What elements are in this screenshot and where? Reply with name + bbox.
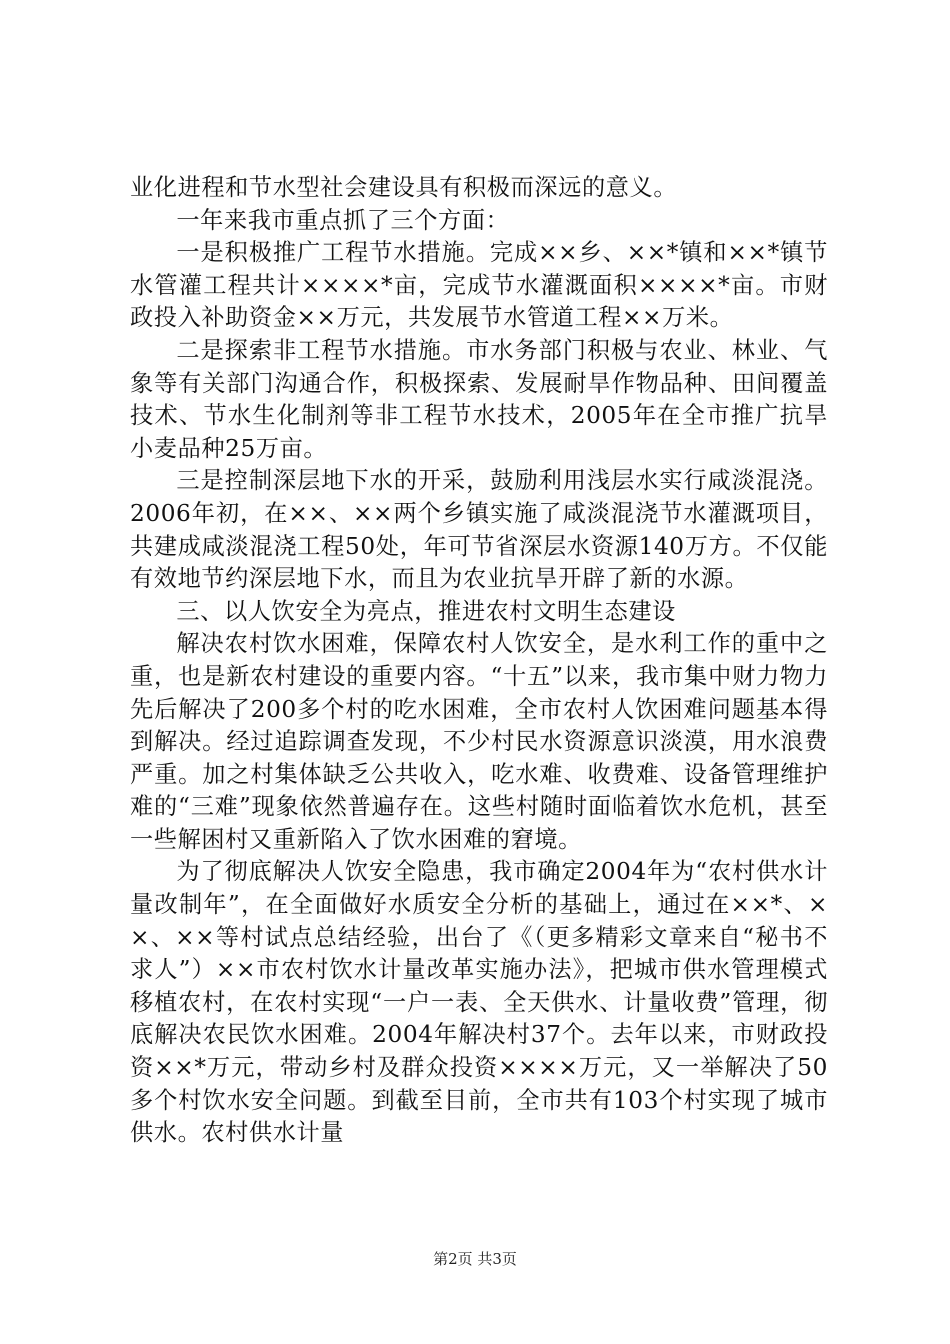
paragraph-5: 三是控制深层地下水的开采，鼓励利用浅层水实行咸淡混浇。2006年初，在××、××两个乡镇实施了咸淡混浇节水灌溉项目，共建成咸淡混浇工程50处，年可节省深层水资源140万方。不仅能有效地节约深层地下水，而且为农业抗旱开辟了新的水源。: [130, 467, 828, 593]
paragraph-1: 业化进程和节水型社会建设具有积极而深远的意义。: [130, 174, 678, 201]
page-footer: [0, 1248, 950, 1269]
paragraph-6: 解决农村饮水困难，保障农村人饮安全，是水利工作的重中之重，也是新农村建设的重要内容。“十五”以来，我市集中财力物力先后解决了200多个村的吃水困难，全市农村人饮困难问题基本得到解决。经过追踪调查发现，不少村民水资源意识淡漠，用水浪费严重。加之村集体缺乏公共收入，吃水难、收费难、设备管理维护难的“三难”现象依然普遍存在。这些村随时面临着饮水危机，甚至一些解困村又重新陷入了饮水困难的窘境。: [130, 630, 828, 853]
paragraph-3: 一是积极推广工程节水措施。完成××乡、××*镇和××*镇节水管灌工程共计××××*亩，完成节水灌溉面积××××*亩。市财政投入补助资金××万元，共发展节水管道工程××万米。: [130, 239, 828, 332]
paragraph-2: 一年来我市重点抓了三个方面：: [176, 206, 510, 234]
paragraph-4: 二是探索非工程节水措施。市水务部门积极与农业、林业、气象等有关部门沟通合作，积极探索、发展耐旱作物品种、田间覆盖技术、节水生化制剂等非工程节水技术，2005年在全市推广抗旱小麦品种25万亩。: [130, 336, 828, 462]
section-heading: 三、以人饮安全为亮点，推进农村文明生态建设: [176, 597, 676, 625]
paragraph-7: 为了彻底解决人饮安全隐患，我市确定2004年为“农村供水计量改制年”，在全面做好水质安全分析的基础上，通过在××*、××、××等村试点总结经验，出台了《（更多精彩文章来自“秘书不求人”）××市农村饮水计量改革实施办法》，把城市供水管理模式移植农村，在农村实现“一户一表、全天供水、计量收费”管理，彻底解决农民饮水困难。2004年解决村37个。去年以来，市财政投资××*万元，带动乡村及群众投资××××万元，又一举解决了50多个村饮水安全问题。到截至目前，全市共有103个村实现了城市供水。农村供水计量: [130, 858, 828, 1147]
document-body: [130, 172, 828, 1150]
page-number: 第2页 共3页: [433, 1250, 517, 1268]
